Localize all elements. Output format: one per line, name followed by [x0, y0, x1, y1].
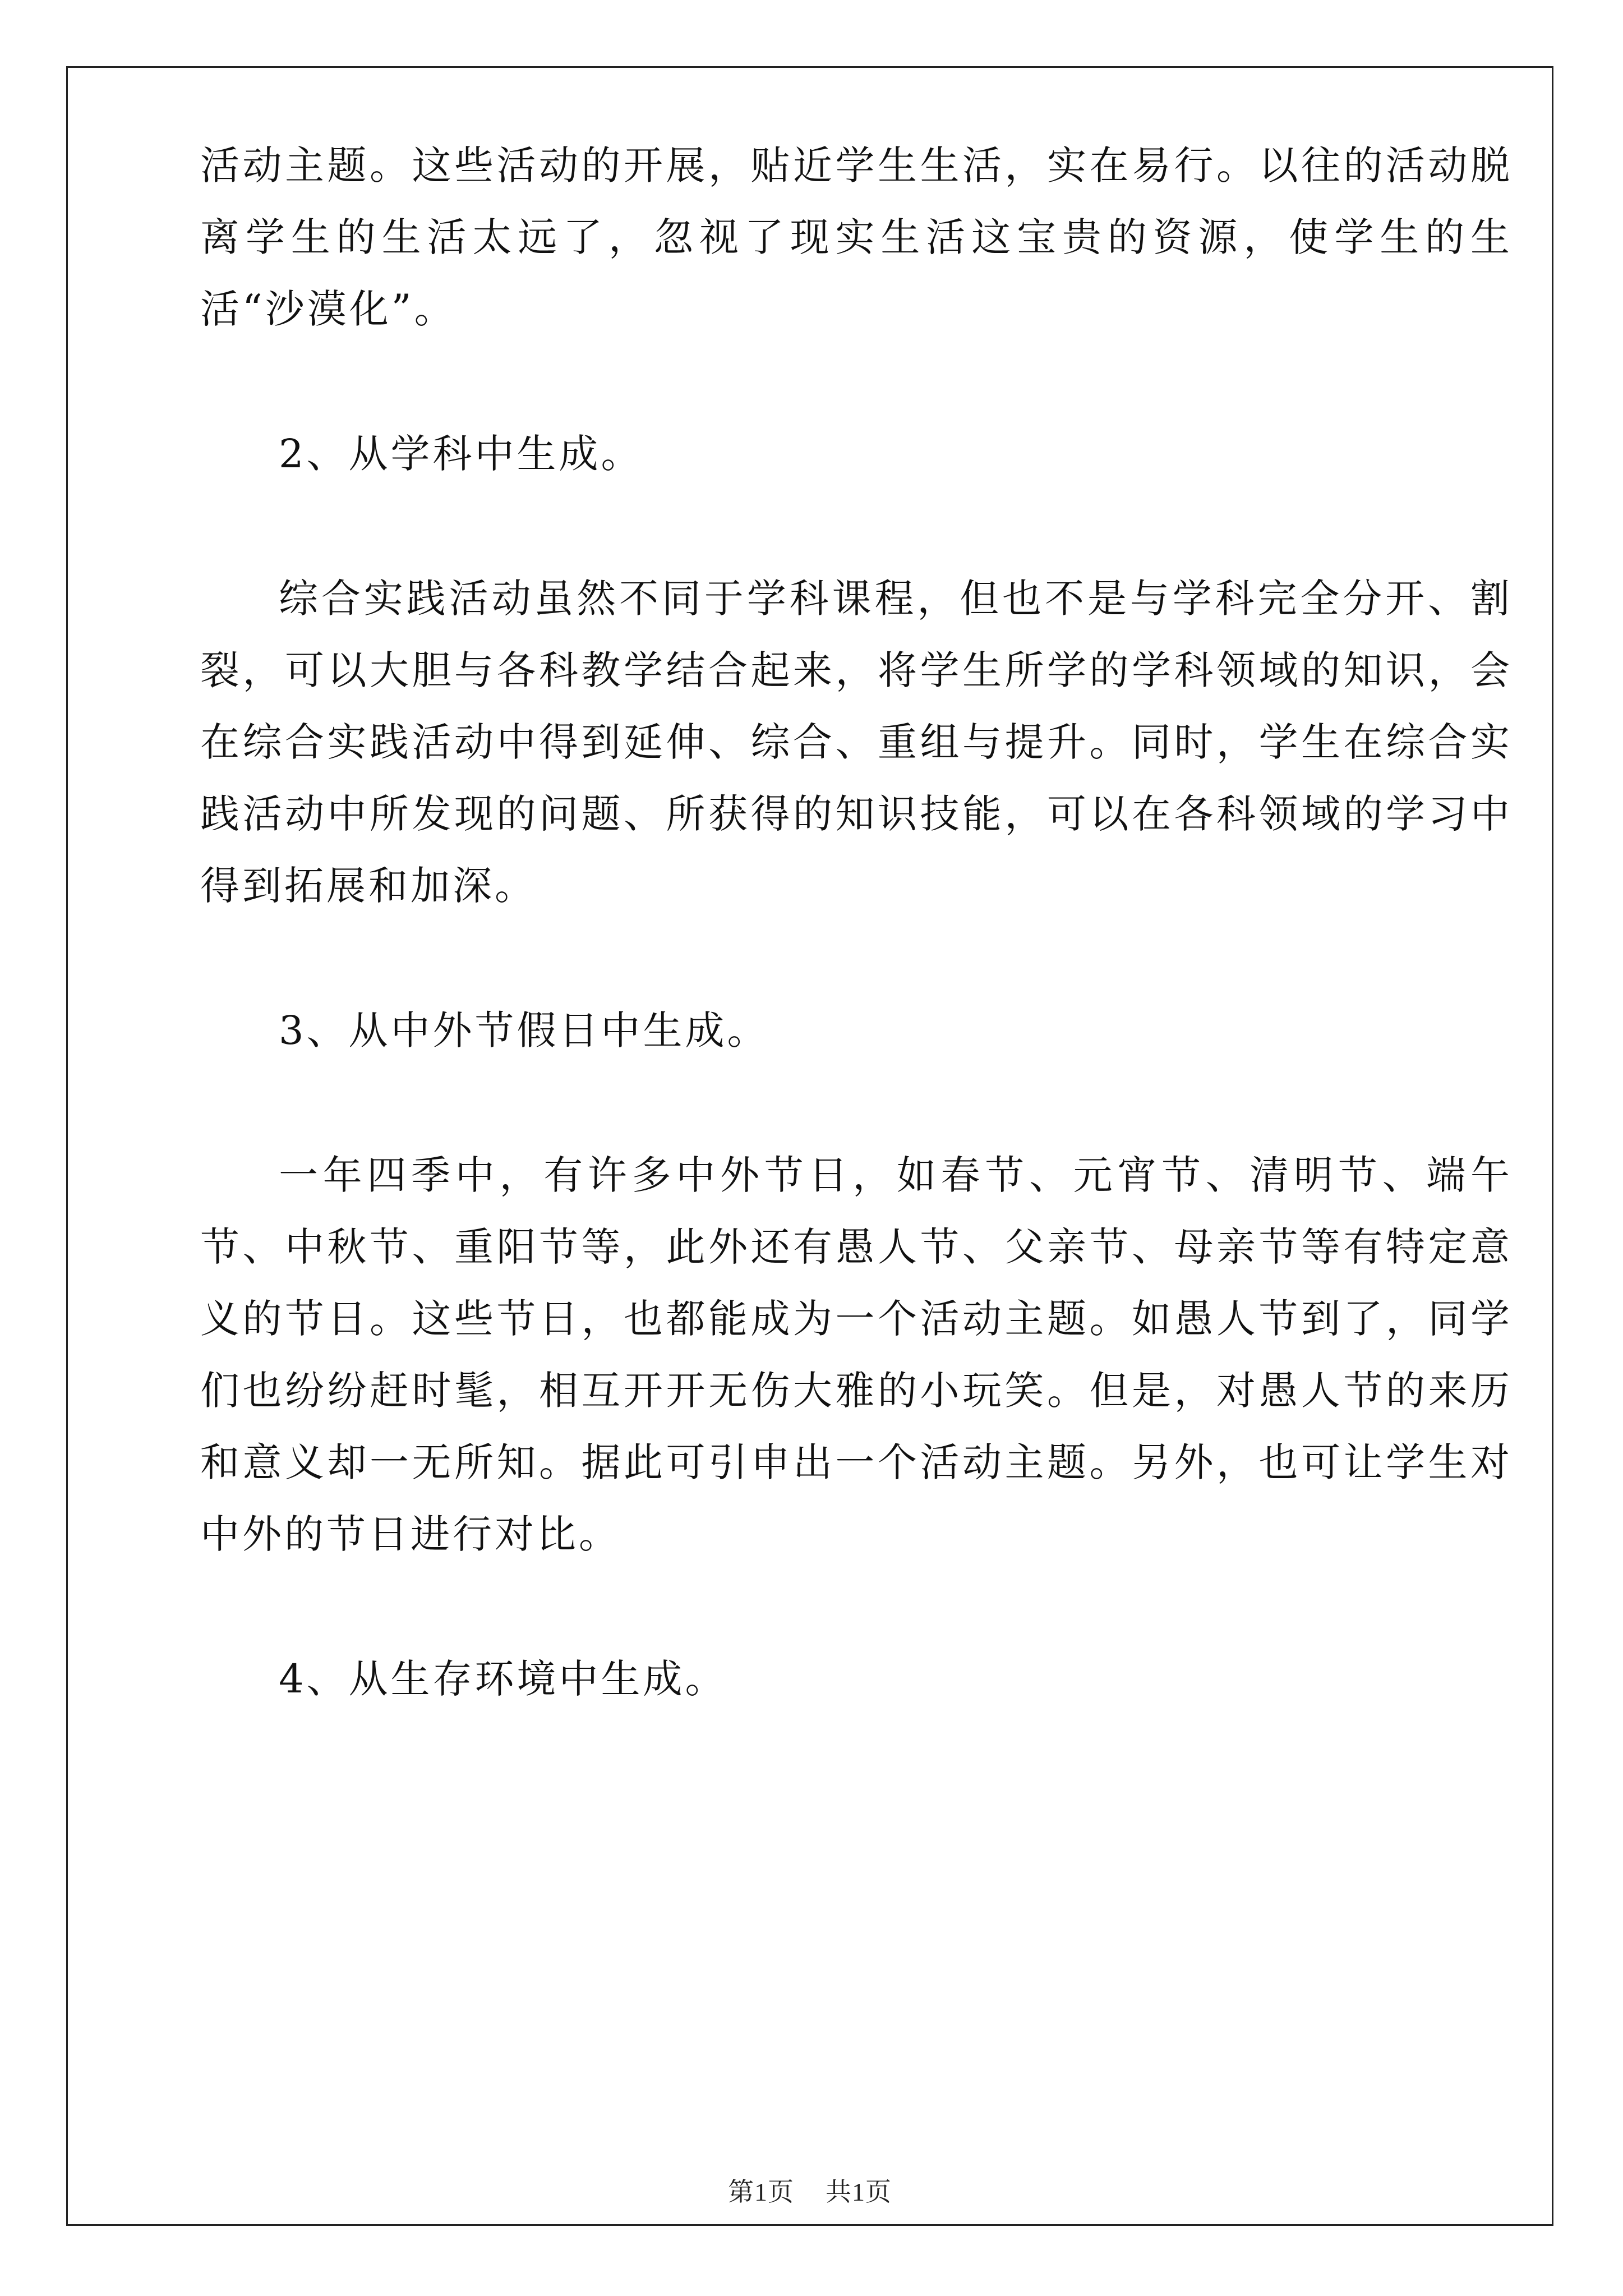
document-body — [200, 130, 1513, 1788]
paragraph-heading-2: 2、从学科中生成。 — [279, 431, 643, 477]
paragraph-5: 一年四季中，有许多中外节日，如春节、元宵节、清明节、端午节、中秋节、重阳节等，此外还有愚人节、父亲节、母亲节等有特定意义的节日。这些节日，也都能成为一个活动主题。如愚人节到了，同学们也纷纷赶时髦，相互开开无伤大雅的小玩笑。但是，对愚人节的来历和意义却一无所知。据此可引申出一个活动主题。另外，也可让学生对中外的节日进行对比。 — [200, 1152, 1513, 1557]
paragraph-heading-4: 4、从生存环境中生成。 — [279, 1656, 727, 1702]
paragraph-3: 综合实践活动虽然不同于学科课程，但也不是与学科完全分开、割裂，可以大胆与各科教学结合起来，将学生所学的学科领域的知识，会在综合实践活动中得到延伸、综合、重组与提升。同时，学生在综合实践活动中所发现的问题、所获得的知识技能，可以在各科领域的学习中得到拓展和加深。 — [200, 576, 1513, 909]
page-number-total: 共1页 — [826, 2178, 892, 2206]
page-number-current: 第1页 — [728, 2178, 794, 2206]
paragraph-1: 活动主题。这些活动的开展，贴近学生生活，实在易行。以往的活动脱离学生的生活太远了，忽视了现实生活这宝贵的资源，使学生的生活“沙漠化”。 — [200, 142, 1513, 332]
paragraph-heading-3: 3、从中外节假日中生成。 — [279, 1007, 769, 1053]
page-footer — [68, 2171, 1552, 2208]
page-frame — [66, 66, 1553, 2226]
